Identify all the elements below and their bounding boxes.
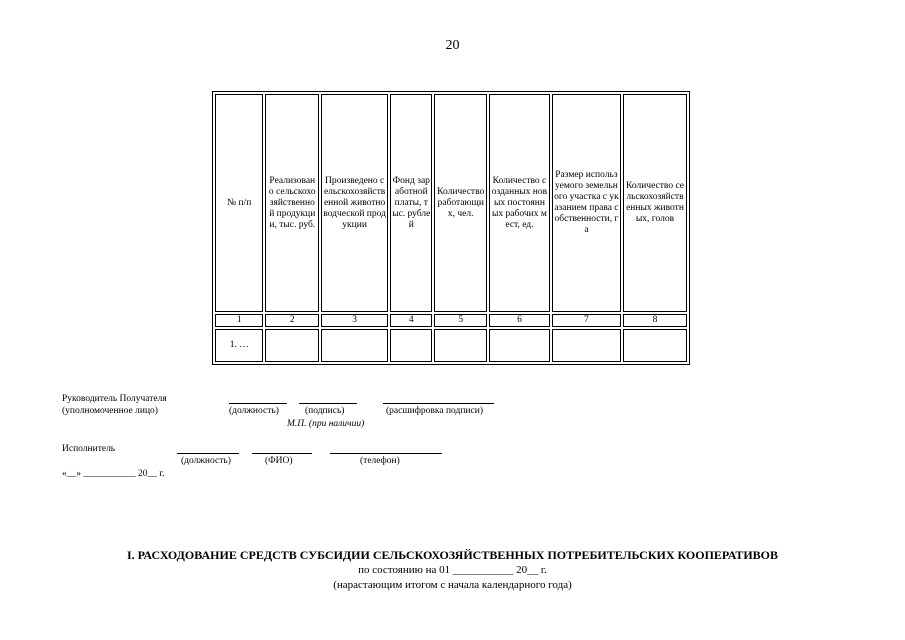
as-of-date: по состоянию на 01 ___________ 20__ г. [358, 564, 547, 576]
column-number: 5 [434, 314, 487, 327]
column-number: 4 [390, 314, 432, 327]
head-label: Руководитель Получателя [62, 394, 167, 404]
executor-position-caption: (должность) [181, 456, 231, 466]
header-cell: Размер используемого земельного участка с указанием права собственности, га [552, 94, 621, 312]
cumulative-note: (нарастающим итогом с начала календарного года) [333, 579, 572, 591]
position-line [229, 403, 287, 404]
column-number: 8 [623, 314, 687, 327]
column-number: 6 [489, 314, 550, 327]
table-cell [265, 329, 319, 362]
column-number: 3 [321, 314, 388, 327]
date-line: «__» ___________ 20__ г. [62, 469, 165, 479]
table-cell [623, 329, 687, 362]
table-cell [434, 329, 487, 362]
table-row [215, 329, 687, 362]
table-cell [321, 329, 388, 362]
signature-line [299, 403, 357, 404]
position-caption: (должность) [229, 406, 279, 416]
executor-fio-caption: (ФИО) [265, 456, 293, 466]
table-cell [552, 329, 621, 362]
decoding-line [383, 403, 494, 404]
column-number: 1 [215, 314, 263, 327]
table-header-row [215, 94, 687, 312]
column-number-row [215, 314, 687, 327]
report-table [212, 91, 690, 365]
executor-fio-line [252, 453, 312, 454]
executor-phone-caption: (телефон) [360, 456, 400, 466]
executor-position-line [177, 453, 239, 454]
stamp-caption: М.П. (при наличии) [287, 419, 365, 429]
table-cell [390, 329, 432, 362]
header-cell: Фонд заработной платы, тыс. рублей [390, 94, 432, 312]
header-cell: Реализовано сельскохозяйственной продукции, тыс. руб. [265, 94, 319, 312]
page-number: 20 [445, 38, 460, 53]
column-number: 7 [552, 314, 621, 327]
executor-label: Исполнитель [62, 444, 116, 454]
authorized-person-label: (уполномоченное лицо) [62, 406, 158, 416]
header-cell: № п/п [215, 94, 263, 312]
row-index: 1. … [215, 329, 263, 362]
header-cell: Произведено сельскохозяйственной животноводческой продукции [321, 94, 388, 312]
header-cell: Количество созданных новых постоянных рабочих мест, ед. [489, 94, 550, 312]
executor-phone-line [330, 453, 442, 454]
decoding-caption: (расшифровка подписи) [386, 406, 483, 416]
column-number: 2 [265, 314, 319, 327]
header-cell: Количество сельскохозяйственных животных, голов [623, 94, 687, 312]
header-cell: Количество работающих, чел. [434, 94, 487, 312]
table-cell [489, 329, 550, 362]
section-title: I. РАСХОДОВАНИЕ СРЕДСТВ СУБСИДИИ СЕЛЬСКОХОЗЯЙСТВЕННЫХ ПОТРЕБИТЕЛЬСКИХ КООПЕРАТИВОВ [126, 548, 779, 562]
signature-caption: (подпись) [305, 406, 345, 416]
